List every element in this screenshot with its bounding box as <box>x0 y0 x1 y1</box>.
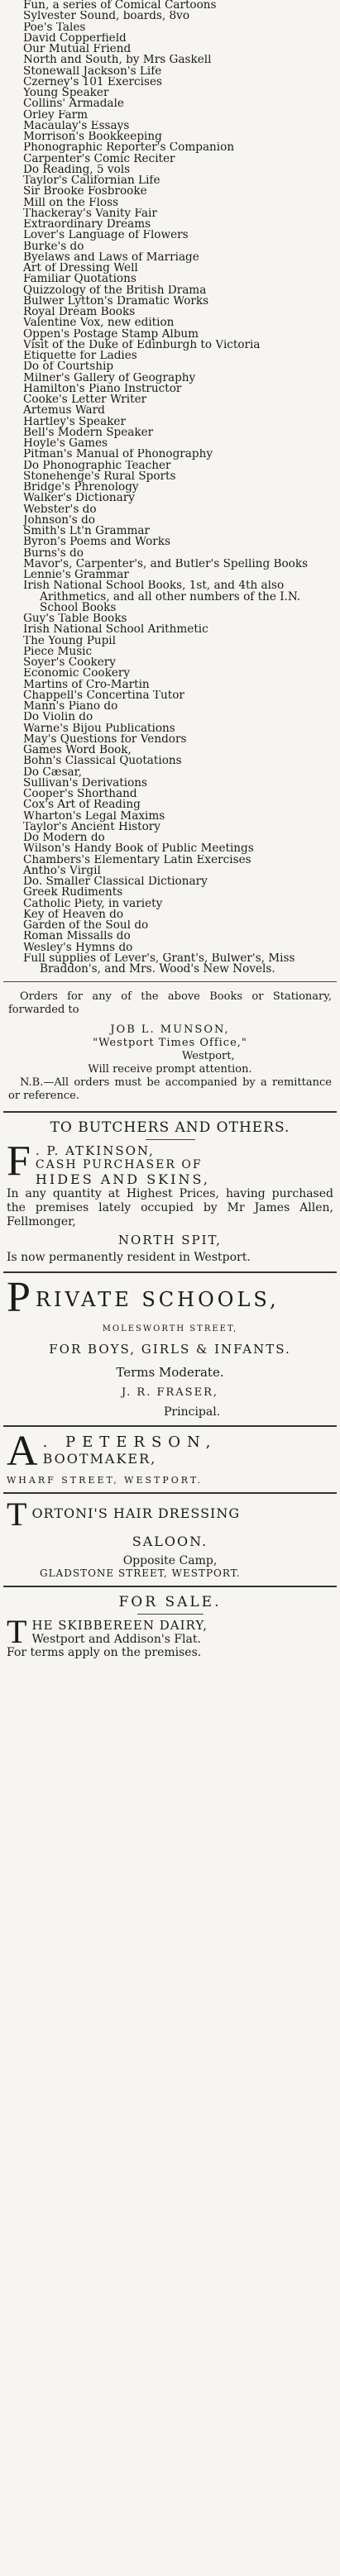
book-list-item: Phonographic Reporter's Companion <box>23 142 235 154</box>
book-list-item: Taylor's Ancient History <box>23 821 160 832</box>
book-list-item: Sir Brooke Fosbrooke <box>23 186 147 198</box>
book-list-item: Poe's Tales <box>23 21 86 33</box>
book-list-item: Mill on the Floss <box>23 197 119 208</box>
book-list-item: The Young Pupil <box>23 635 116 646</box>
munson-intro: Orders for any of the above Books or Stationary, forwarded to <box>8 990 332 1017</box>
book-list-item: Antho's Virgil <box>23 865 101 876</box>
book-list-item: Bell's Modern Speaker <box>23 427 154 438</box>
butchers-place: NORTH SPIT, <box>117 1233 223 1248</box>
munson-notice <box>3 989 337 1104</box>
book-list-item: Cox's Art of Reading <box>23 799 141 811</box>
sale-name: HE SKIBBEREEN DAIRY, <box>31 1618 208 1634</box>
tortoni-saloon: SALOON. <box>132 1534 208 1550</box>
dropcap-letter: F <box>7 1143 31 1185</box>
book-list-item: Fun, a series of Comical Cartoons <box>23 0 217 12</box>
book-list-item: Hoyle's Games <box>23 438 108 450</box>
book-list-item: Do Phonographic Teacher <box>23 460 171 471</box>
munson-office: "Westport Times Office," <box>93 1037 247 1050</box>
book-list-item: Do Reading, 5 vols <box>23 164 131 175</box>
schools-terms: Terms Moderate. <box>116 1365 224 1381</box>
book-list-item: Valentine Vox, new edition <box>23 317 175 329</box>
book-list-item: Czerney's 101 Exercises <box>23 76 162 88</box>
book-list-item: Thackeray's Vanity Fair <box>23 208 157 219</box>
book-list-item: Lover's Language of Flowers <box>23 230 189 241</box>
sale-advert <box>3 1594 337 1659</box>
book-list-item: Young Speaker <box>23 88 109 99</box>
tortoni-street: GLADSTONE STREET, WESTPORT. <box>40 1567 241 1580</box>
divider <box>3 1111 337 1113</box>
book-list-item: Byelaws and Laws of Marriage <box>23 251 199 263</box>
book-list-item: Soyer's Cookery <box>23 657 116 669</box>
book-list-item: Full supplies of Lever's, Grant's, Bulwer's, Miss Braddon's, and Mrs. Wood's New Novels. <box>23 952 295 976</box>
book-list-item: Collins' Armadale <box>23 98 124 110</box>
book-list-item: Chappell's Concertina Tutor <box>23 689 184 701</box>
book-list-item: Catholic Piety, in variety <box>23 898 163 909</box>
schools-title: RIVATE SCHOOLS, <box>35 1288 280 1312</box>
book-list-item: David Copperfield <box>23 32 127 44</box>
book-list-item: Macaulay's Essays <box>23 120 130 131</box>
book-list-item: Carpenter's Comic Reciter <box>23 153 175 165</box>
book-list-item: Quizzology of the British Drama <box>23 284 207 296</box>
book-list-item: Economic Cookery <box>23 668 131 680</box>
book-list-item: Bulwer Lytton's Dramatic Works <box>23 295 209 307</box>
schools-advert <box>3 1280 337 1419</box>
schools-for: FOR BOYS, GIRLS & INFANTS. <box>49 1342 291 1357</box>
book-list-item: Cooper's Shorthand <box>23 789 137 800</box>
book-list-item: Bohn's Classical Quotations <box>23 756 182 767</box>
dropcap-letter: T <box>7 1500 27 1529</box>
dropcap-letter: T <box>7 1618 27 1647</box>
book-list-item: Familiar Quotations <box>23 274 136 285</box>
book-list-item: Lennie's Grammar <box>23 570 129 581</box>
book-list-item: Morrison's Bookkeeping <box>23 131 162 143</box>
book-list-item: Byron's Poems and Works <box>23 537 170 548</box>
divider <box>3 981 337 982</box>
book-list-item: North and South, by Mrs Gaskell <box>23 55 212 66</box>
book-list-item: May's Questions for Vendors <box>23 733 187 745</box>
butchers-tail: Is now permanently resident in Westport. <box>7 1251 251 1265</box>
book-list-item: Milner's Gallery of Geography <box>23 372 196 384</box>
sale-heading: FOR SALE. <box>118 1594 222 1611</box>
book-list-item: Roman Missalls do <box>23 931 131 942</box>
book-list-item: Wilson's Handy Book of Public Meetings <box>23 843 254 855</box>
divider <box>3 1425 337 1427</box>
book-list-item: Art of Dressing Well <box>23 263 138 274</box>
book-list-item: Piece Music <box>23 646 93 657</box>
butchers-name: . P. ATKINSON, <box>35 1143 155 1159</box>
book-list-item: Do. Smaller Classical Dictionary <box>23 876 208 888</box>
book-list-item: Artemus Ward <box>23 405 105 417</box>
book-list-item: Wesley's Hymns do <box>23 942 133 953</box>
peterson-advert <box>3 1433 337 1486</box>
book-list-item: Mann's Piano do <box>23 701 118 713</box>
book-list-item: Hamilton's Piano Instructor <box>23 383 182 394</box>
book-list-item: Royal Dream Books <box>23 307 136 318</box>
book-list-item: Games Word Book, <box>23 745 132 756</box>
munson-name: JOB L. MUNSON, <box>110 1023 230 1037</box>
butchers-heading: TO BUTCHERS AND OTHERS. <box>50 1119 290 1137</box>
book-list-item: Stonewall Jackson's Life <box>23 65 162 77</box>
book-list-item: Taylor's Californian Life <box>23 175 160 187</box>
book-list-item: Irish National School Arithmetic <box>23 624 208 636</box>
schools-street: MOLESWORTH STREET, <box>102 1324 238 1334</box>
divider <box>146 1139 195 1140</box>
book-list-item: Orley Farm <box>23 109 89 121</box>
peterson-name: . PETERSON, <box>42 1433 218 1452</box>
book-list-item: Etiquette for Ladies <box>23 351 137 362</box>
book-list-item: Hartley's Speaker <box>23 416 126 427</box>
book-list-item: Walker's Dictionary <box>23 493 135 504</box>
munson-nb: N.B.—All orders must be accompanied by a remittance or reference. <box>8 1076 332 1103</box>
book-list-item: Extraordinary Dreams <box>23 219 151 231</box>
book-list-item: Cooke's Letter Writer <box>23 394 147 406</box>
divider <box>3 1271 337 1273</box>
book-list-item: Irish National School Books, 1st, and 4th also Arithmetics, and all other numbers of the I.N. School Books <box>23 580 301 613</box>
munson-promise: Will receive prompt attention. <box>88 1063 252 1076</box>
book-list-item: Do of Courtship <box>23 361 114 373</box>
tortoni-advert <box>3 1500 337 1579</box>
book-list-item: Our Mutual Friend <box>23 44 132 55</box>
book-list-item: Oppen's Postage Stamp Album <box>23 328 199 340</box>
book-list-item: Johnson's do <box>23 514 95 526</box>
sale-terms: For terms apply on the premises. <box>7 1646 202 1660</box>
book-list-item: Sylvester Sound, boards, 8vo <box>23 11 190 22</box>
book-list-item: Stonehenge's Rural Sports <box>23 470 176 482</box>
butchers-advert <box>3 1119 337 1265</box>
peterson-address: WHARF STREET, WESTPORT. <box>7 1475 204 1486</box>
divider <box>3 1492 337 1494</box>
divider <box>3 1586 337 1587</box>
book-list-item: Bridge's Phrenology <box>23 482 139 494</box>
dropcap-letter: P <box>7 1280 31 1317</box>
book-list-item: Guy's Table Books <box>23 613 127 625</box>
book-list-item: Chambers's Elementary Latin Exercises <box>23 854 251 866</box>
divider <box>137 1614 204 1615</box>
book-list-item: Webster's do <box>23 503 97 515</box>
book-list-item: Burke's do <box>23 241 84 252</box>
book-list-item: Sullivan's Derivations <box>23 777 147 789</box>
book-list-item: Smith's Lt'n Grammar <box>23 526 150 537</box>
butchers-role: CASH PURCHASER OF <box>35 1158 203 1172</box>
book-list-item: Do Violin do <box>23 712 93 723</box>
butchers-goods: HIDES AND SKINS, <box>35 1171 210 1188</box>
schools-name: J. R. FRASER, <box>121 1386 219 1400</box>
book-list-item: Key of Heaven do <box>23 909 124 920</box>
book-list-item: Visit of the Duke of Edinburgh to Victoria <box>23 339 261 351</box>
sale-places: Westport and Addison's Flat. <box>31 1633 201 1647</box>
book-list-item: Greek Rudiments <box>23 887 123 899</box>
tortoni-title: ORTONI'S HAIR DRESSING <box>31 1505 241 1522</box>
tortoni-opposite: Opposite Camp, <box>122 1554 218 1568</box>
book-list-item: Warne's Bijou Publications <box>23 723 175 734</box>
book-list-item: Garden of the Soul do <box>23 920 149 932</box>
book-list-item: Burns's do <box>23 547 84 559</box>
butchers-body: In any quantity at Highest Prices, having purchased the premises lately occupied by Mr James Allen, Fellmonger, <box>7 1187 333 1229</box>
book-list-item: Mavor's, Carpenter's, and Butler's Spelling Books <box>23 558 309 570</box>
book-list-item: Martins of Cro-Martin <box>23 679 150 690</box>
dropcap-letter: A <box>7 1433 38 1471</box>
peterson-trade: BOOTMAKER, <box>42 1451 157 1467</box>
book-list <box>3 0 337 975</box>
book-list-item: Pitman's Manual of Phonography <box>23 449 213 460</box>
schools-role: Principal. <box>164 1405 221 1419</box>
munson-town: Westport, <box>182 1050 235 1063</box>
book-list-item: Do Modern do <box>23 832 105 844</box>
book-list-item: Do Cæsar, <box>23 766 82 778</box>
book-list-item: Wharton's Legal Maxims <box>23 810 165 822</box>
